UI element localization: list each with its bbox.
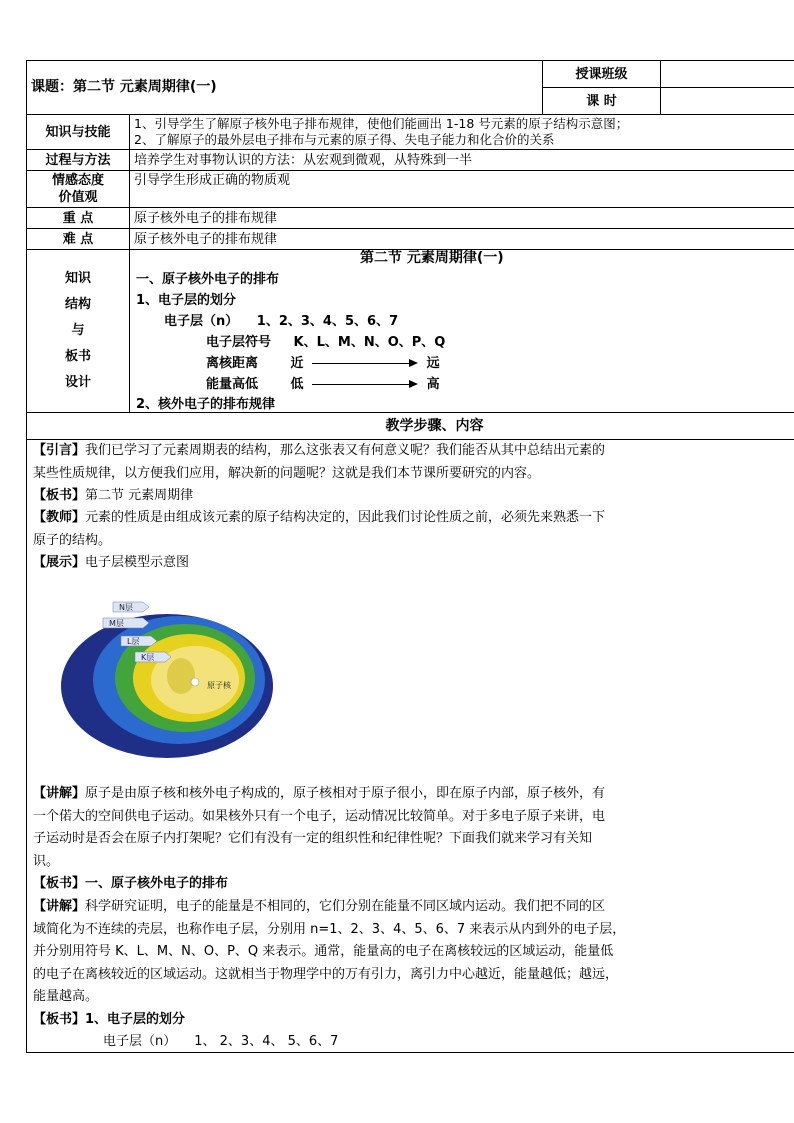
n-label: N层 bbox=[119, 603, 133, 612]
teacher-paragraph: 【教师】元素的性质是由组成该元素的原子结构决定的，因此我们讨论性质之前，必须先来熟悉一下 原子的结构。 bbox=[33, 510, 606, 548]
nucleus-icon bbox=[191, 678, 199, 686]
emotion-label: 情感态度 价值观 bbox=[27, 171, 130, 208]
class-label: 授课班级 bbox=[543, 61, 661, 88]
board-distance-row: 离核距离 近 远 bbox=[206, 356, 440, 371]
class-value bbox=[661, 61, 794, 88]
emotion-text: 引导学生形成正确的物质观 bbox=[130, 171, 794, 208]
board-energy-row: 能量高低 低 高 bbox=[206, 377, 440, 392]
process-label: 过程与方法 bbox=[27, 150, 130, 171]
hours-label: 课 时 bbox=[543, 88, 661, 115]
knowledge-line-2: 2、了解原子的最外层电子排布与元素的原子得、失电子能力和化合价的关系 bbox=[134, 132, 555, 147]
knowledge-line-1: 1、引导学生了解原子核外电子排布规律，使他们能画出 1-18 号元素的原子结构示意图； bbox=[134, 116, 629, 131]
board-layer-row: 电子层（n） 1、2、3、4、5、6、7 bbox=[164, 314, 399, 329]
steps-heading: 教学步骤、内容 bbox=[27, 413, 794, 440]
lecture-paragraph-1: 【讲解】原子是由原子核和核外电子构成的，原子核相对于原子很小，即在原子内部，原子核外，有 一个偌大的空间供电子运动。如果核外只有一个电子，运动情况比较简单。对于多电子原子来讲，电 子运动时是否会在原子内打架呢？它们有没有一定的组织性和纪律性呢？下面我们就来学习有关知 识。 bbox=[33, 786, 606, 869]
difficult-point-text: 原子核外电子的排布规律 bbox=[130, 229, 794, 250]
hours-value bbox=[661, 88, 794, 115]
knowledge-text bbox=[130, 115, 794, 150]
board-note-2: 【板书】一、原子核外电子的排布 bbox=[33, 876, 229, 891]
board-note-3: 【板书】1、电子层的划分 bbox=[33, 1012, 186, 1027]
knowledge-label: 知识与技能 bbox=[27, 115, 130, 150]
board-note-1: 【板书】第二节 元素周期律 bbox=[33, 488, 194, 503]
m-label: M层 bbox=[109, 619, 124, 628]
arrow-right-icon bbox=[312, 379, 418, 391]
teaching-steps-body bbox=[27, 440, 794, 1053]
inner-shadow bbox=[167, 658, 195, 694]
electron-shell-diagram bbox=[47, 596, 275, 760]
board-title: 第二节 元素周期律(一) bbox=[360, 250, 504, 266]
l-label: L层 bbox=[127, 637, 140, 646]
nucleus-label: 原子核 bbox=[207, 681, 231, 690]
key-point-text: 原子核外电子的排布规律 bbox=[130, 208, 794, 229]
process-text: 培养学生对事物认识的方法：从宏观到微观，从特殊到一半 bbox=[130, 150, 794, 171]
difficult-point-label: 难 点 bbox=[27, 229, 130, 250]
layer-line: 电子层（n） 1、 2、3、4、 5、6、7 bbox=[103, 1034, 339, 1049]
show-paragraph: 【展示】电子层模型示意图 bbox=[33, 555, 190, 570]
key-point-label: 重 点 bbox=[27, 208, 130, 229]
board-heading-2: 1、电子层的划分 bbox=[136, 293, 237, 308]
board-design-content bbox=[130, 250, 794, 413]
lesson-title: 课题：第二节 元素周期律(一) bbox=[27, 61, 543, 115]
board-heading-3: 2、核外电子的排布规律 bbox=[136, 397, 276, 412]
lesson-plan-table bbox=[26, 60, 794, 1053]
arrow-right-icon bbox=[312, 358, 418, 370]
lecture-paragraph-2: 【讲解】科学研究证明，电子的能量是不相同的，它们分别在能量不同区域内运动。我们把不同的区 域简化为不连续的壳层，也称作电子层，分别用 n=1、2、3、4、5、6、7 来表示从内到外的电子层， 并分别用符号 K、L、M、N、O、P、Q 来表示。通常，能量高的电子在离核较远的区域运动，能量低 的电子在离核较近的区域运动。这就相当于物理学中的万有引力，离引力中心越近，能量越低；越远， 能量越高。 bbox=[33, 899, 626, 1004]
board-symbol-row: 电子层符号 K、L、M、N、O、P、Q bbox=[206, 335, 446, 350]
board-design-label: 知识 结构 与 板书 设计 bbox=[27, 250, 130, 413]
board-heading-1: 一、原子核外电子的排布 bbox=[136, 272, 280, 287]
k-label: K层 bbox=[141, 653, 155, 662]
intro-paragraph: 【引言】我们已学习了元素周期表的结构，那么这张表又有何意义呢？我们能否从其中总结出元素的 某些性质规律，以方便我们应用，解决新的问题呢？这就是我们本节课所要研究的内容。 bbox=[33, 443, 606, 481]
